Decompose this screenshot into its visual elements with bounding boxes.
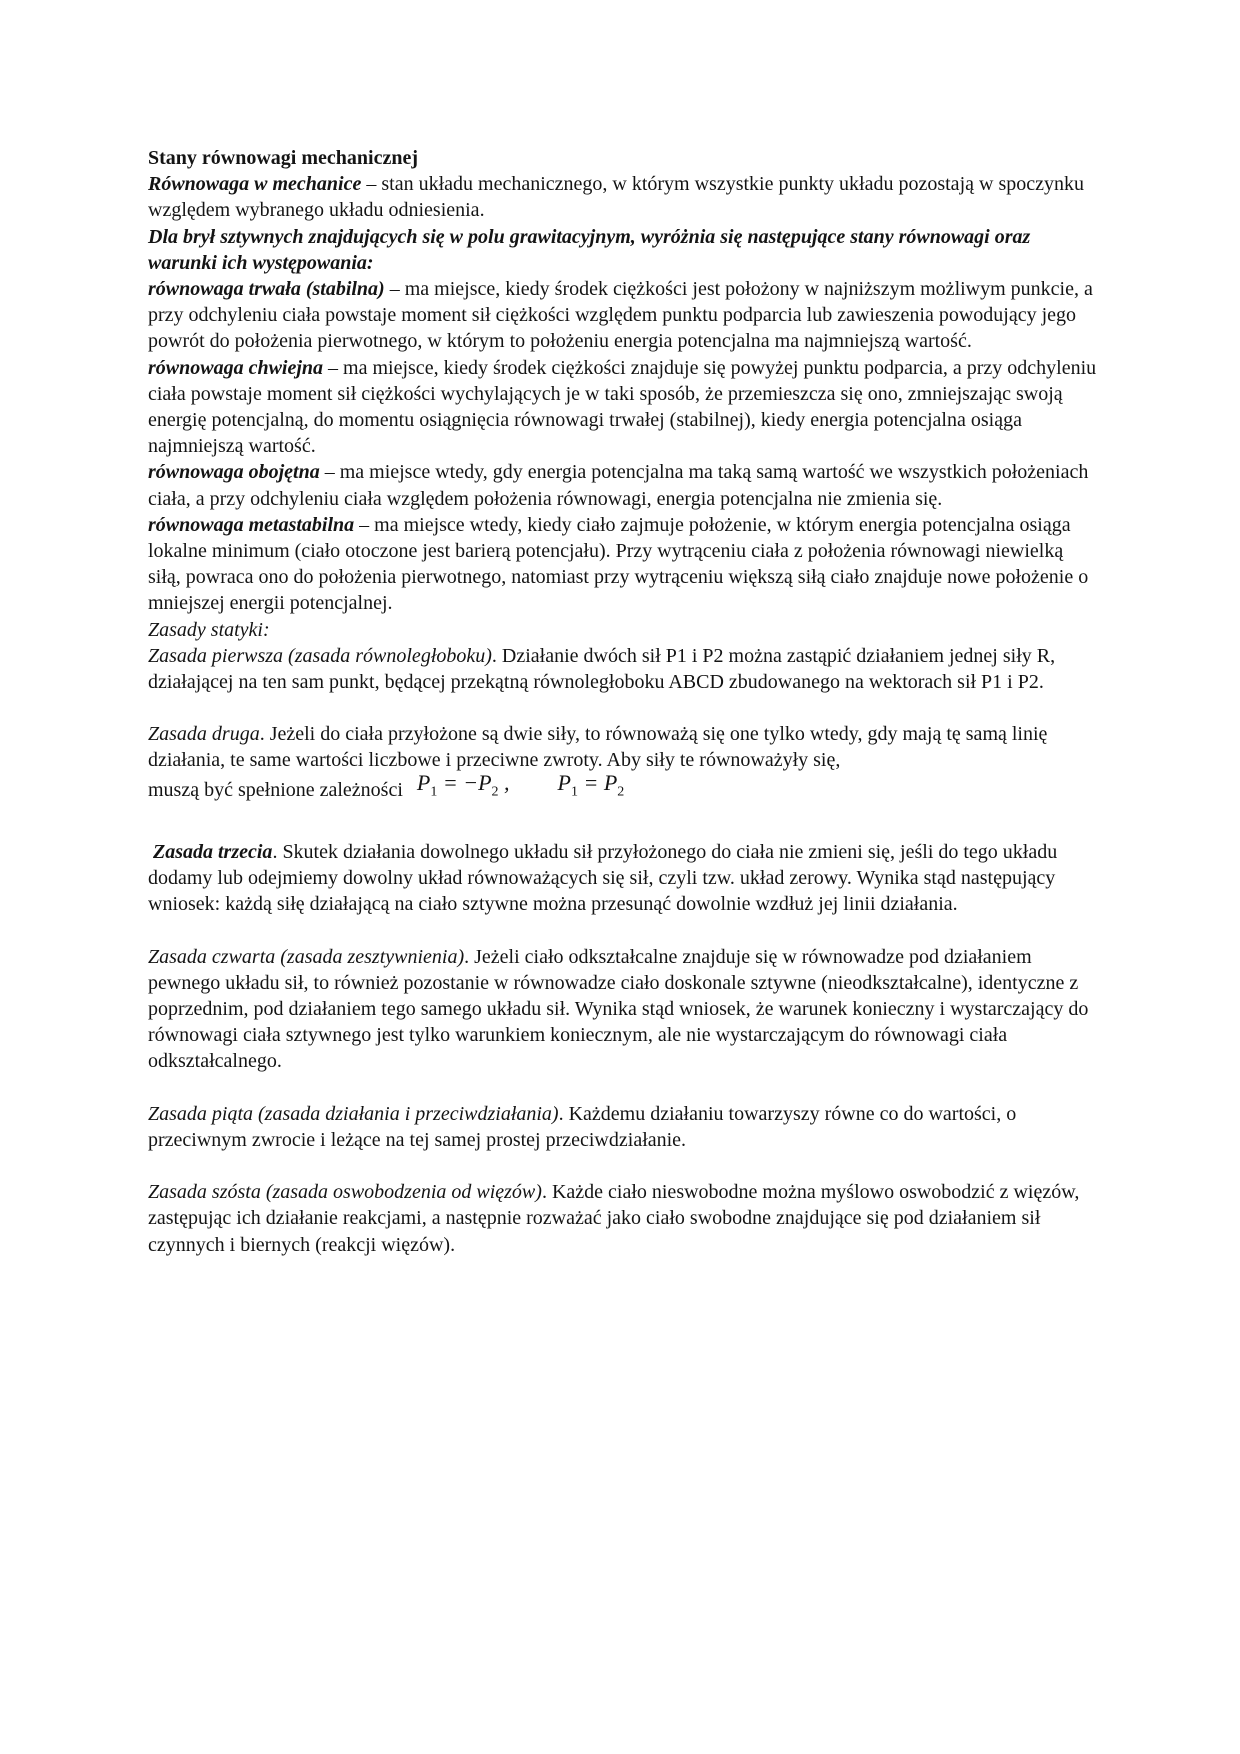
state-paragraph-stable [148, 276, 1098, 355]
formula-tail: , [498, 769, 510, 795]
rule-term: Zasada trzecia [153, 841, 273, 864]
rule-term: Zasada druga [148, 723, 260, 746]
rule-text: . Każde ciało nieswobodne można myślowo oswobodzić z więzów, zastępując ich działanie reakcjami, a następnie rozważać jako ciało swobodne znajdujące się pod działaniem sił czynnych i biernych (reakcji więzów). [148, 1181, 1080, 1256]
equation-opposite-forces [416, 769, 625, 800]
state-term: równowaga chwiejna [148, 356, 324, 379]
formula-operator: = [577, 769, 604, 795]
rule-paragraph-6 [148, 1179, 1098, 1258]
rule-paragraph-5 [148, 1101, 1098, 1153]
formula-subscript: 2 [617, 784, 625, 800]
rule-text: . Jeżeli ciało odkształcalne znajduje się w równowadze pod działaniem pewnego układu sił, to również pozostanie w równowadze ciało doskonale sztywne (nieodkształcalne), identyczne z poprzednim, pod działaniem tego samego układu sił. Wynika stąd wniosek, że warunek konieczny i wystarczający do równowagi ciała sztywnego jest tylko warunkiem koniecznym, ale nie wystarczającym do równowagi ciała odkształcalnego. [148, 945, 1089, 1073]
paragraph-gap [148, 918, 1098, 944]
formula-symbol: P [478, 769, 492, 795]
document-page [148, 145, 1098, 1258]
document-title: Stany równowagi mechanicznej [148, 147, 418, 169]
formula-symbol: P [557, 769, 571, 795]
lead-paragraph: Dla brył sztywnych znajdujących się w polu grawitacyjnym, wyróżnia się następujące stany równowagi oraz warunki ich występowania: [148, 225, 1031, 274]
intro-paragraph [148, 171, 1098, 223]
paragraph-gap [148, 813, 1098, 839]
formula-subscript: 1 [570, 784, 578, 800]
state-term: równowaga obojętna [148, 461, 320, 484]
formula-symbol: P [416, 769, 431, 795]
formula-subscript: 1 [430, 784, 438, 800]
rule-text: . Jeżeli do ciała przyłożone są dwie siły, to równoważą się one tylko wtedy, gdy mają tę samą linię działania, te same wartości liczbowe i przeciwne zwroty. Aby siły te równoważyły się, [148, 723, 1048, 772]
state-term: równowaga trwała (stabilna) [148, 278, 385, 301]
state-paragraph-unstable [148, 355, 1098, 460]
formula-subscript: 2 [491, 784, 499, 800]
rule-term: Zasada pierwsza (zasada równoległoboku) [148, 644, 492, 667]
formula-prefix: muszą być spełnione zależności [148, 778, 403, 801]
rule-text: . Każdemu działaniu towarzyszy równe co do wartości, o przeciwnym zwrocie i leżące na tej samej prostej przeciwdziałanie. [148, 1102, 1017, 1151]
rule-term: Zasada czwarta (zasada zesztywnienia) [148, 945, 465, 968]
paragraph-gap [148, 1153, 1098, 1179]
rule-text: . Działanie dwóch sił P1 i P2 można zastąpić działaniem jednej siły R, działającej na ten sam punkt, będącej przekątną równoległoboku ABCD zbudowanego na wektorach sił P1 i P2. [148, 644, 1056, 694]
state-text: – ma miejsce wtedy, kiedy ciało zajmuje położenie, w którym energia potencjalna osiąga lokalne minimum (ciało otoczone jest barierą potencjału). Przy wytrąceniu ciała z położenia równowagi niewielką siłą, powraca ono do położenia pierwotnego, natomiast przy wytrąceniu większą siłą ciało znajduje nowe położenie o mniejszej energii potencjalnej. [148, 513, 1089, 615]
paragraph-gap [148, 1075, 1098, 1101]
rule-term: Zasada szósta (zasada oswobodzenia od więzów) [148, 1181, 542, 1204]
formula-symbol: P [603, 769, 618, 795]
rule-text: . Skutek działania dowolnego układu sił przyłożonego do ciała nie zmieni się, jeśli do tego układu dodamy lub odejmiemy dowolny układ równoważących się sił, czyli tzw. układ zerowy. Wynika stąd następujący wniosek: każdą siłę działającą na ciało sztywne można przesunąć dowolnie wzdłuż jej linii działania. [148, 841, 1058, 916]
rule-paragraph-3 [148, 839, 1098, 918]
rules-heading: Zasady statyki: [148, 618, 270, 641]
state-text: – ma miejsce, kiedy środek ciężkości jest położony w najniższym możliwym punkcie, a przy odchyleniu ciała powstaje moment sił ciężkości względem punktu podparcia lub zawieszenia powodujący jego powrót do położenia pierwotnego, w którym to położeniu energia potencjalna ma najmniejszą wartość. [148, 278, 1093, 353]
intro-text: – stan układu mechanicznego, w którym wszystkie punkty układu pozostają w spoczynku względem wybranego układu odniesienia. [148, 173, 1084, 222]
paragraph-gap [148, 695, 1098, 721]
rule-paragraph-1 [148, 643, 1098, 695]
formula-line [148, 769, 1098, 813]
state-text: – ma miejsce, kiedy środek ciężkości znajduje się powyżej punktu podparcia, a przy odchyleniu ciała powstaje moment sił ciężkości wychylających je w taki sposób, że przemieszcza się ono, zmniejszając swoją energię potencjalną, do momentu osiągnięcia równowagi trwałej (stabilnej), kiedy energia potencjalna osiąga najmniejszą wartość. [148, 356, 1097, 458]
rule-paragraph-2 [148, 721, 1098, 773]
state-paragraph-neutral [148, 459, 1098, 511]
formula-operator: = − [437, 769, 479, 795]
rule-paragraph-4 [148, 944, 1098, 1075]
rule-term: Zasada piąta (zasada działania i przeciwdziałania) [148, 1102, 559, 1125]
intro-term: Równowaga w mechanice [148, 173, 362, 196]
state-paragraph-metastable [148, 512, 1098, 617]
state-term: równowaga metastabilna [148, 513, 355, 536]
state-text: – ma miejsce wtedy, gdy energia potencjalna ma taką samą wartość we wszystkich położeniach ciała, a przy odchyleniu ciała względem położenia równowagi, energia potencjalna nie zmienia się. [148, 461, 1089, 510]
